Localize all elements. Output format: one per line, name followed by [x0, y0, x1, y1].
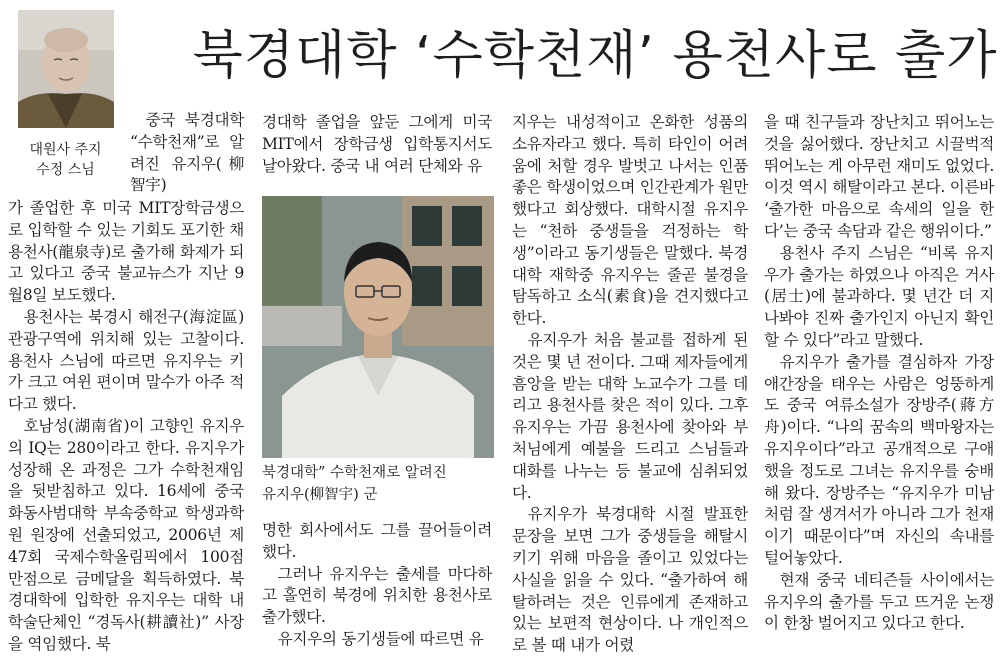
column-3	[512, 112, 748, 657]
paragraph: 유지우가 처음 불교를 접하게 된 것은 몇 년 전이다. 그때 제자들에게 흠앙을 받는 대학 노교수가 그를 데리고 용천사를 찾은 적이 있다. 그후 유지우는 가끔 용천사에 찾아와 부처님에게 예불을 드리고 스님들과 대화를 나누는 등 불교에 심취되었다.	[512, 330, 748, 502]
photo-caption-line: 북경대학” 수학천재로 알려진	[262, 465, 447, 481]
paragraph: 현재 중국 네티즌들 사이에서는 유지우의 출가를 두고 뜨거운 논쟁이 한창 벌어지고 있다고 한다.	[764, 570, 994, 633]
column-4	[764, 112, 994, 635]
photo-caption-line: 유지우(柳智宇) 군	[262, 487, 378, 503]
paragraph: 가 졸업한 후 미국 MIT장학금생으로 입학할 수 있는 기회도 포기한 채 용천사(龍泉寺)로 출가해 화제가 되고 있다고 중국 불교뉴스가 지난 9월8일 보도했다.	[8, 199, 244, 305]
paragraph: 호남성(湖南省)이 고향인 유지우의 IQ는 280이라고 한다. 유지우가 성장해 온 과정은 그가 수학천재임을 뒷받침하고 있다. 16세에 중국 화동사범대학 부속중학교 학생과학원 원장에 선출되었고, 2006년 제47회 국제수학올림픽에서 100점 만점으로 금메달을 획득하였다. 북경대학에 입학한 유지우는 대학 내 학술단체인 “경독사(耕讀社)” 사장을 역임했다. 북	[8, 416, 244, 653]
author-photo	[18, 10, 114, 128]
paragraph: 유지우가 출가를 결심하자 가장 애간장을 태우는 사람은 엉뚱하게도 중국 여류소설가 장방주(蔣方舟)이다. “나의 꿈속의 백마왕자는 유지우이다”라고 공개적으로 구애했을 정도로 그녀는 유지우를 숭배해 왔다. 장방주는 “유지우가 미남처럼 잘 생겨서가 아니라 그가 천재이기 때문이다”며 자신의 속내를 털어놓았다.	[764, 352, 994, 567]
paragraph: 유지우의 동기생들에 따르면 유	[277, 629, 484, 648]
paragraph: 용천사 주지 스님은 “비록 유지우가 출가는 하였으나 아직은 거사(居士)에 불과하다. 몇 년간 더 지나봐야 진짜 출가인지 아닌지 확인할 수 있다”라고 말했다.	[764, 243, 994, 349]
paragraph: 경대학 졸업을 앞둔 그에게 미국 MIT에서 장학금생 입학통지서도 날아왔다. 중국 내 여러 단체와 유	[262, 113, 492, 175]
paragraph: 을 때 친구들과 장난치고 뛰어노는 것을 싫어했다. 장난치고 시끌벅적 뛰어노는 게 아무런 재미도 없었다. 이것 역시 해탈이라고 본다. 이른바 ‘출가한 마음으로 속세의 일을 한다’는 중국 속담과 같은 행위이다.”	[764, 113, 994, 240]
author-caption	[8, 140, 123, 180]
paragraph: 그러나 유지우는 출세를 마다하고 홀연히 북경에 위치한 용천사로 출가했다.	[262, 564, 492, 627]
student-photo	[262, 196, 494, 458]
paragraph: 중국 북경대학 “수학천재”로 알려진 유지우(柳智宇)	[130, 111, 244, 195]
author-name: 수정 스님	[36, 162, 95, 178]
column-2-top	[262, 112, 492, 177]
column-1	[8, 198, 244, 656]
column-2-bottom	[262, 520, 492, 651]
column-1-top	[130, 110, 244, 197]
paragraph: 유지우가 북경대학 시절 발표한 문장을 보면 그가 중생들을 해탈시키기 위해 마음을 졸이고 있었다는 사실을 읽을 수 있다. “출가하여 해탈하려는 것은 인류에게 존재하고 있는 보편적 현상이다. 나 개인적으로 볼 때 내가 어렸	[512, 505, 748, 655]
paragraph: 용천사는 북경시 해전구(海淀區) 관광구역에 위치해 있는 고찰이다. 용천사 스님에 따르면 유지우는 키가 크고 여윈 편이며 말수가 아주 적다고 했다.	[8, 307, 244, 414]
author-title: 대원사 주지	[29, 142, 102, 158]
paragraph: 명한 회사에서도 그를 끌어들이려 했다.	[262, 521, 492, 561]
photo-caption	[262, 462, 494, 506]
paragraph: 지우는 내성적이고 온화한 성품의 소유자라고 했다. 특히 타인이 어려움에 처할 경우 발벗고 나서는 인품 좋은 학생이었으며 인간관계가 원만했다고 회상했다. 대학시절 유지우는 “천하 중생들을 걱정하는 학생”이라고 동기생들은 말했다. 북경대학 재학중 유지우는 줄곧 불경을 탐독하고 소식(素食)을 견지했다고 한다.	[512, 113, 748, 328]
headline: 북경대학 ‘수학천재’ 용천사로 출가	[192, 25, 998, 86]
